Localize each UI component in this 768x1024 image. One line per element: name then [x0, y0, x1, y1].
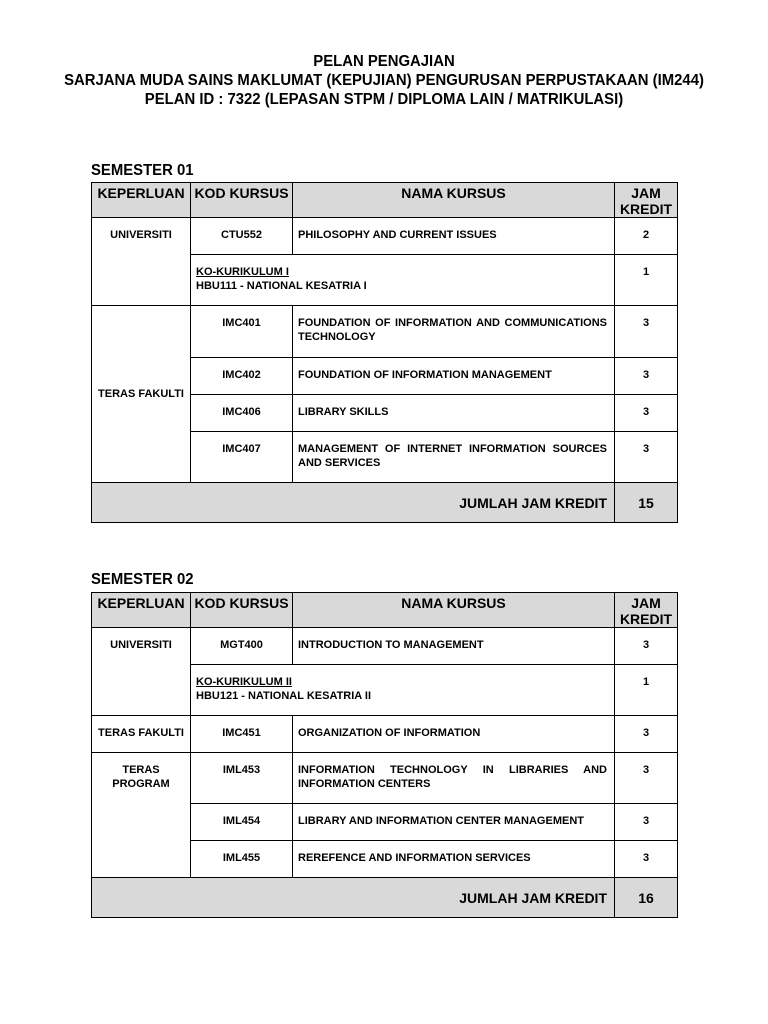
header-jam-kredit	[615, 183, 678, 218]
course-credit: 1	[615, 255, 678, 306]
req-universiti: UNIVERSITI	[92, 218, 191, 306]
course-name: FOUNDATION OF INFORMATION MANAGEMENT	[293, 358, 615, 395]
kokurikulum-course: HBU111 - NATIONAL KESATRIA I	[196, 280, 367, 292]
title-line-1: PELAN PENGAJIAN	[313, 53, 455, 70]
course-name: PHILOSOPHY AND CURRENT ISSUES	[293, 218, 615, 255]
total-label: JUMLAH JAM KREDIT	[92, 483, 615, 523]
course-name: FOUNDATION OF INFORMATION AND COMMUNICATIONS TECHNOLOGY	[293, 306, 615, 358]
header-kredit: KREDIT	[619, 611, 673, 627]
req-universiti: UNIVERSITI	[92, 628, 191, 716]
kokurikulum-title: KO-KURIKULUM II	[196, 676, 292, 688]
table-row	[92, 628, 678, 665]
table-row	[92, 716, 678, 753]
kokurikulum-title: KO-KURIKULUM I	[196, 266, 289, 278]
header-kod-kursus: KOD KURSUS	[191, 183, 293, 218]
course-credit: 3	[615, 841, 678, 878]
course-code: IML453	[191, 753, 293, 804]
course-code: IMC406	[191, 395, 293, 432]
course-credit: 3	[615, 804, 678, 841]
course-name: REREFENCE AND INFORMATION SERVICES	[293, 841, 615, 878]
course-code: IMC402	[191, 358, 293, 395]
course-code: CTU552	[191, 218, 293, 255]
semester-1-heading: SEMESTER 01	[91, 162, 194, 179]
semester-2-heading: SEMESTER 02	[91, 571, 194, 588]
req-teras-fakulti: TERAS FAKULTI	[92, 716, 191, 753]
semester-1-table	[91, 182, 678, 523]
course-credit: 3	[615, 716, 678, 753]
course-code: MGT400	[191, 628, 293, 665]
table-header-row	[92, 183, 678, 218]
req-teras-fakulti: TERAS FAKULTI	[92, 306, 191, 483]
semester-2-table	[91, 592, 678, 918]
course-code: IML455	[191, 841, 293, 878]
course-name: INTRODUCTION TO MANAGEMENT	[293, 628, 615, 665]
table-header-row	[92, 593, 678, 628]
total-credit: 16	[615, 878, 678, 918]
course-credit: 3	[615, 306, 678, 358]
course-name: INFORMATION TECHNOLOGY IN LIBRARIES AND INFORMATION CENTERS	[293, 753, 615, 804]
total-label: JUMLAH JAM KREDIT	[92, 878, 615, 918]
header-jam-kredit	[615, 593, 678, 628]
teras-program-line-2: PROGRAM	[112, 778, 170, 790]
kokurikulum-cell	[191, 665, 615, 716]
req-teras-program	[92, 753, 191, 878]
teras-program-line-1: TERAS	[122, 764, 160, 776]
title-line-2: SARJANA MUDA SAINS MAKLUMAT (KEPUJIAN) PENGURUSAN PERPUSTAKAAN (IM244)	[64, 72, 704, 89]
header-nama-kursus: NAMA KURSUS	[293, 593, 615, 628]
header-jam: JAM	[631, 185, 661, 201]
course-code: IMC401	[191, 306, 293, 358]
course-code: IMC451	[191, 716, 293, 753]
document-title	[0, 52, 768, 109]
header-kod-kursus: KOD KURSUS	[191, 593, 293, 628]
kokurikulum-cell	[191, 255, 615, 306]
course-credit: 3	[615, 358, 678, 395]
course-code: IML454	[191, 804, 293, 841]
course-name: LIBRARY SKILLS	[293, 395, 615, 432]
total-row	[92, 483, 678, 523]
course-credit: 3	[615, 395, 678, 432]
header-kredit: KREDIT	[619, 201, 673, 217]
header-jam: JAM	[631, 595, 661, 611]
total-credit: 15	[615, 483, 678, 523]
header-keperluan: KEPERLUAN	[92, 593, 191, 628]
table-row	[92, 753, 678, 804]
title-line-3: PELAN ID : 7322 (LEPASAN STPM / DIPLOMA LAIN / MATRIKULASI)	[144, 91, 624, 108]
table-row	[92, 306, 678, 358]
header-keperluan: KEPERLUAN	[92, 183, 191, 218]
course-credit: 3	[615, 753, 678, 804]
kokurikulum-course: HBU121 - NATIONAL KESATRIA II	[196, 690, 371, 702]
course-credit: 3	[615, 628, 678, 665]
course-name: LIBRARY AND INFORMATION CENTER MANAGEMENT	[293, 804, 615, 841]
course-credit: 3	[615, 432, 678, 483]
course-credit: 2	[615, 218, 678, 255]
course-code: IMC407	[191, 432, 293, 483]
course-credit: 1	[615, 665, 678, 716]
total-row	[92, 878, 678, 918]
table-row	[92, 218, 678, 255]
header-nama-kursus: NAMA KURSUS	[293, 183, 615, 218]
course-name: MANAGEMENT OF INTERNET INFORMATION SOURCES AND SERVICES	[293, 432, 615, 483]
course-name: ORGANIZATION OF INFORMATION	[293, 716, 615, 753]
